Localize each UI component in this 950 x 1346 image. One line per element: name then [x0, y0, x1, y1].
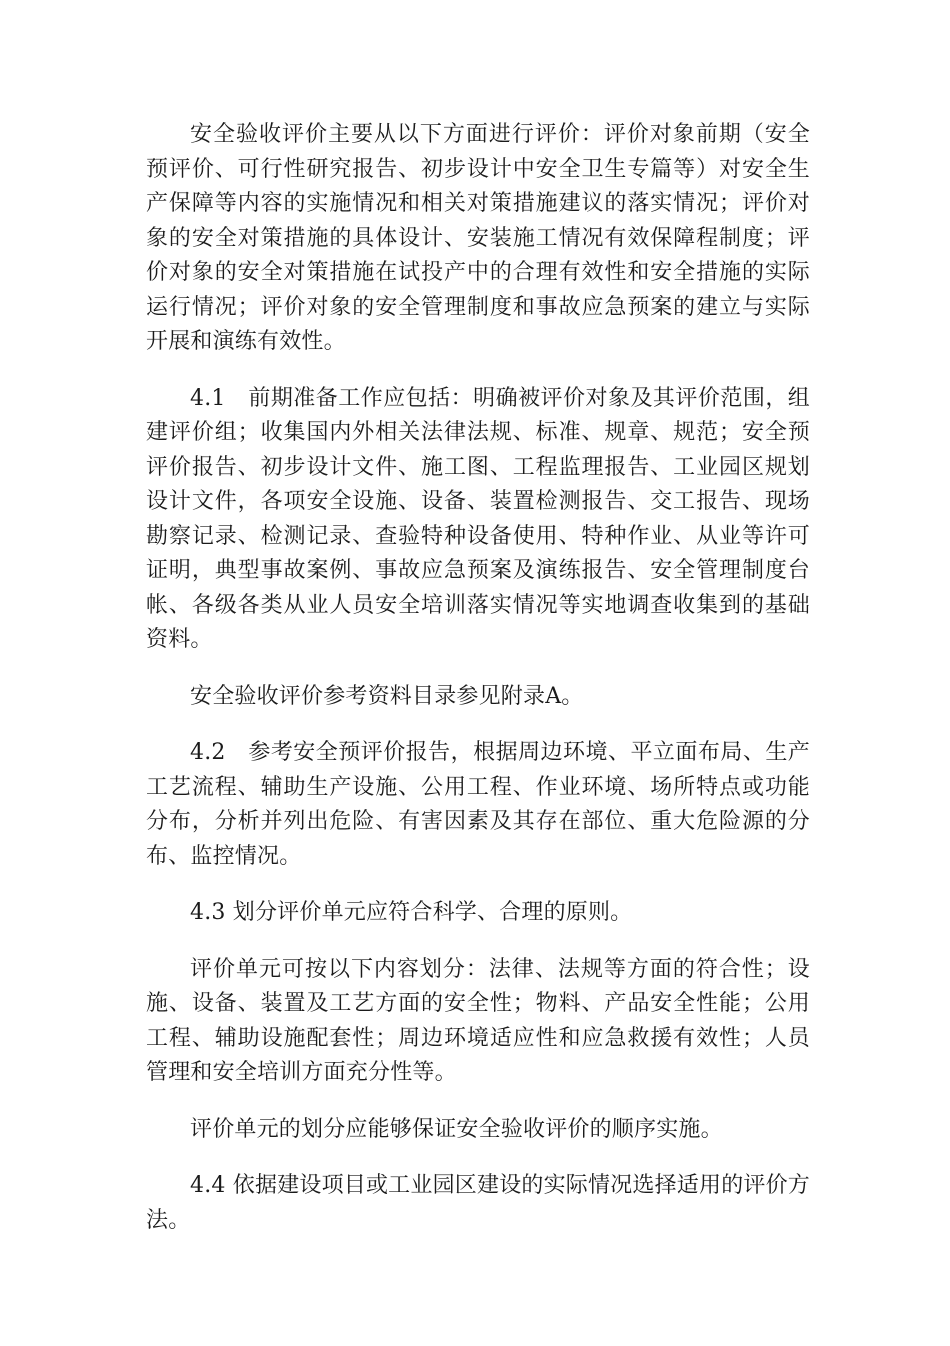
document-body — [146, 118, 810, 1238]
paragraph-evaluation-scope: 安全验收评价主要从以下方面进行评价：评价对象前期（安全预评价、可行性研究报告、初步设计中安全卫生专篇等）对安全生产保障等内容的实施情况和相关对策措施建议的落实情况；评价对象的安全对策措施的具体设计、安装施工情况有效保障程制度；评价对象的安全对策措施在试投产中的合理有效性和安全措施的实际运行情况；评价对象的安全管理制度和事故应急预案的建立与实际开展和演练有效性。 — [146, 122, 810, 354]
paragraph-section-4-4: 4.4 依据建设项目或工业园区建设的实际情况选择适用的评价方法。 — [146, 1173, 810, 1233]
paragraph-section-4-1: 4.1 前期准备工作应包括：明确被评价对象及其评价范围，组建评价组；收集国内外相关法律法规、标准、规章、规范；安全预评价报告、初步设计文件、施工图、工程监理报告、工业园区规划设计文件，各项安全设施、设备、装置检测报告、交工报告、现场勘察记录、检测记录、查验特种设备使用、特种作业、从业等许可证明，典型事故案例、事故应急预案及演练报告、安全管理制度台帐、各级各类从业人员安全培训落实情况等实地调查收集到的基础资料。 — [146, 385, 810, 652]
paragraph-gap — [146, 1091, 810, 1113]
paragraph-gap — [146, 874, 810, 896]
paragraph-gap — [146, 658, 810, 680]
paragraph-section-4-2: 4.2 参考安全预评价报告，根据周边环境、平立面布局、生产工艺流程、辅助生产设施、公用工程、作业环境、场所特点或功能分布，分析并列出危险、有害因素及其存在部位、重大危险源的分布、监控情况。 — [146, 740, 810, 869]
paragraph-gap — [146, 360, 810, 382]
paragraph-unit-division: 评价单元可按以下内容划分：法律、法规等方面的符合性；设施、设备、装置及工艺方面的安全性；物料、产品安全性能；公用工程、辅助设施配套性；周边环境适应性和应急救援有效性；人员管理和安全培训方面充分性等。 — [146, 956, 810, 1085]
paragraph-appendix-reference: 安全验收评价参考资料目录参见附录A。 — [190, 683, 584, 709]
paragraph-unit-order: 评价单元的划分应能够保证安全验收评价的顺序实施。 — [190, 1116, 723, 1142]
paragraph-section-4-3: 4.3 划分评价单元应符合科学、合理的原则。 — [190, 900, 633, 925]
paragraph-gap — [146, 714, 810, 736]
paragraph-gap — [146, 931, 810, 953]
paragraph-gap — [146, 1147, 810, 1169]
